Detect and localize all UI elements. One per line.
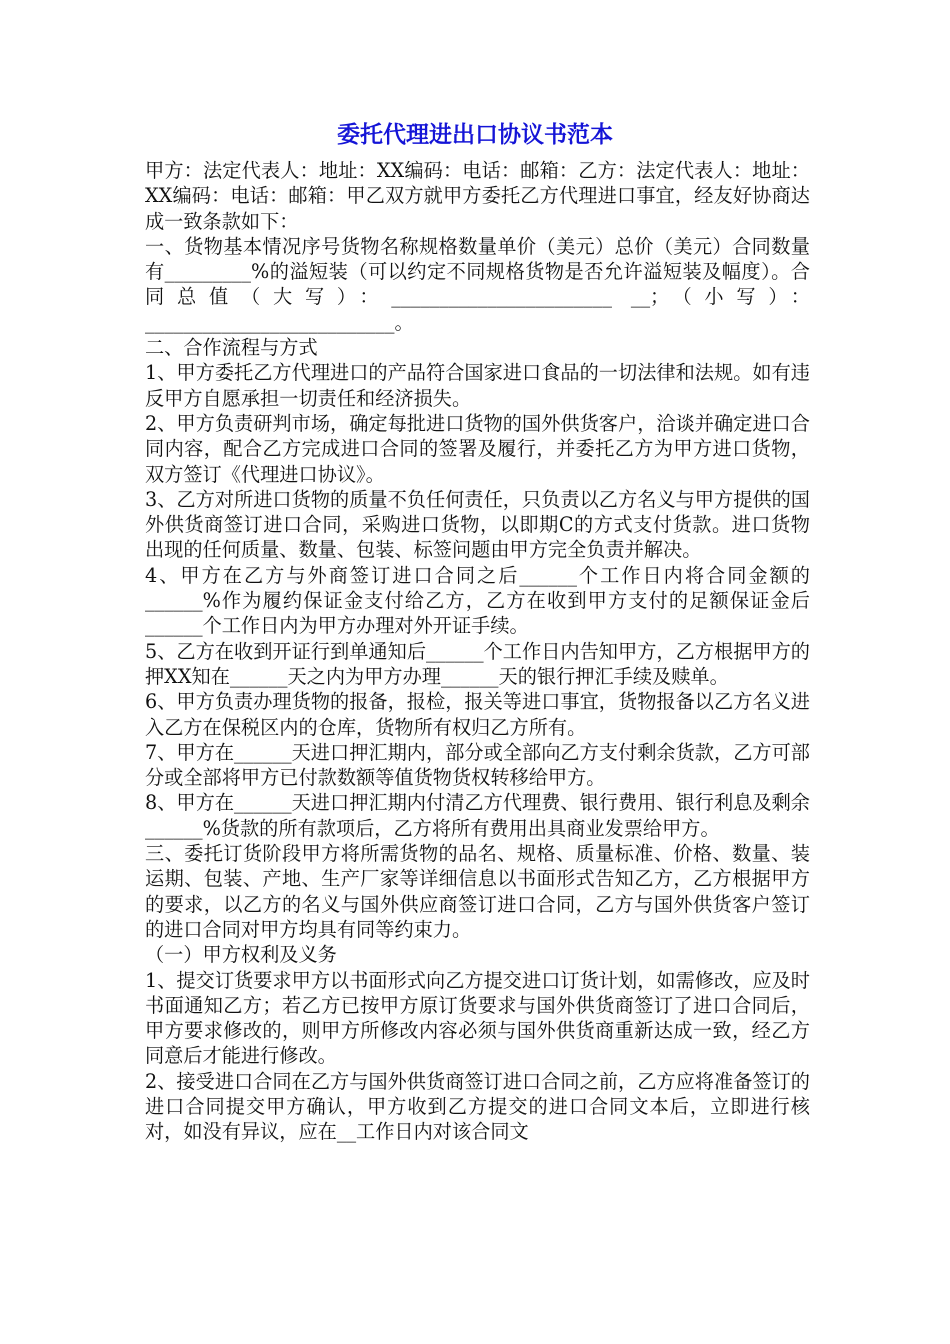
clause-2-8: 8、甲方在______天进口押汇期内付清乙方代理费、银行费用、银行利息及剩余______%货款的所有款项后，乙方将所有费用出具商业发票给甲方。 (145, 791, 810, 840)
clause-2-6: 6、甲方负责办理货物的报备，报检，报关等进口事宜，货物报备以乙方名义进入乙方在保税区内的仓库，货物所有权归乙方所有。 (145, 690, 810, 739)
clause-3-2: 2、接受进口合同在乙方与国外供货商签订进口合同之前，乙方应将准备签订的进口合同提交甲方确认，甲方收到乙方提交的进口合同文本后，立即进行核对，如没有异议，应在__工作日内对该合同文 (145, 1069, 810, 1144)
clause-2-2: 2、甲方负责研判市场，确定每批进口货物的国外供货客户，洽谈并确定进口合同内容，配合乙方完成进口合同的签署及履行，并委托乙方为甲方进口货物，双方签订《代理进口协议》。 (145, 411, 810, 486)
clause-2-7: 7、甲方在______天进口押汇期内，部分或全部向乙方支付剩余货款，乙方可部分或全部将甲方已付款数额等值货物货权转移给甲方。 (145, 740, 810, 790)
document-body (145, 158, 810, 1145)
clause-3-1: 1、提交订货要求甲方以书面形式向乙方提交进口订货计划，如需修改，应及时书面通知乙方；若乙方已按甲方原订货要求与国外供货商签订了进口合同后，甲方要求修改的，则甲方所修改内容必须与国外供货商重新达成一致，经乙方同意后才能进行修改。 (145, 968, 810, 1068)
parties-paragraph: 甲方：法定代表人：地址：XX编码：电话：邮箱：乙方：法定代表人：地址：XX编码：电话：邮箱：甲乙双方就甲方委托乙方代理进口事宜，经友好协商达成一致条款如下： (145, 159, 810, 233)
clause-2-4: 4、甲方在乙方与外商签订进口合同之后______个工作日内将合同金额的______%作为履约保证金支付给乙方，乙方在收到甲方支付的足额保证金后______个工作日内为甲方办理对外开证手续。 (145, 563, 810, 638)
clause-2-5: 5、乙方在收到开证行到单通知后______个工作日内告知甲方，乙方根据甲方的押XX知在______天之内为甲方办理______天的银行押汇手续及赎单。 (145, 639, 810, 688)
section-2-heading: 二、合作流程与方式 (145, 336, 318, 360)
document-title: 委托代理进出口协议书范本 (337, 122, 613, 148)
section-3-ordering: 三、委托订货阶段甲方将所需货物的品名、规格、质量标准、价格、数量、装运期、包装、产地、生产厂家等详细信息以书面形式告知乙方，乙方根据甲方的要求，以乙方的名义与国外供应商签订进口合同，乙方与国外供货客户签订的进口合同对甲方均具有同等约束力。 (145, 842, 810, 941)
section-1-goods: 一、货物基本情况序号货物名称规格数量单价（美元）总价（美元）合同数量有_________%的溢短装（可以约定不同规格货物是否允许溢短装及幅度）。合同总值（大写）：_______________________ __；（小写）：__________________________。 (145, 234, 810, 334)
subsection-party-a-rights: （一）甲方权利及义务 (145, 943, 337, 967)
clause-2-3: 3、乙方对所进口货物的质量不负任何责任，只负责以乙方名义与甲方提供的国外供货商签订进口合同，采购进口货物，以即期C的方式支付货款。进口货物出现的任何质量、数量、包装、标签问题由甲方完全负责并解决。 (145, 487, 810, 562)
clause-2-1: 1、甲方委托乙方代理进口的产品符合国家进口食品的一切法律和法规。如有违反甲方自愿承担一切责任和经济损失。 (145, 361, 810, 410)
